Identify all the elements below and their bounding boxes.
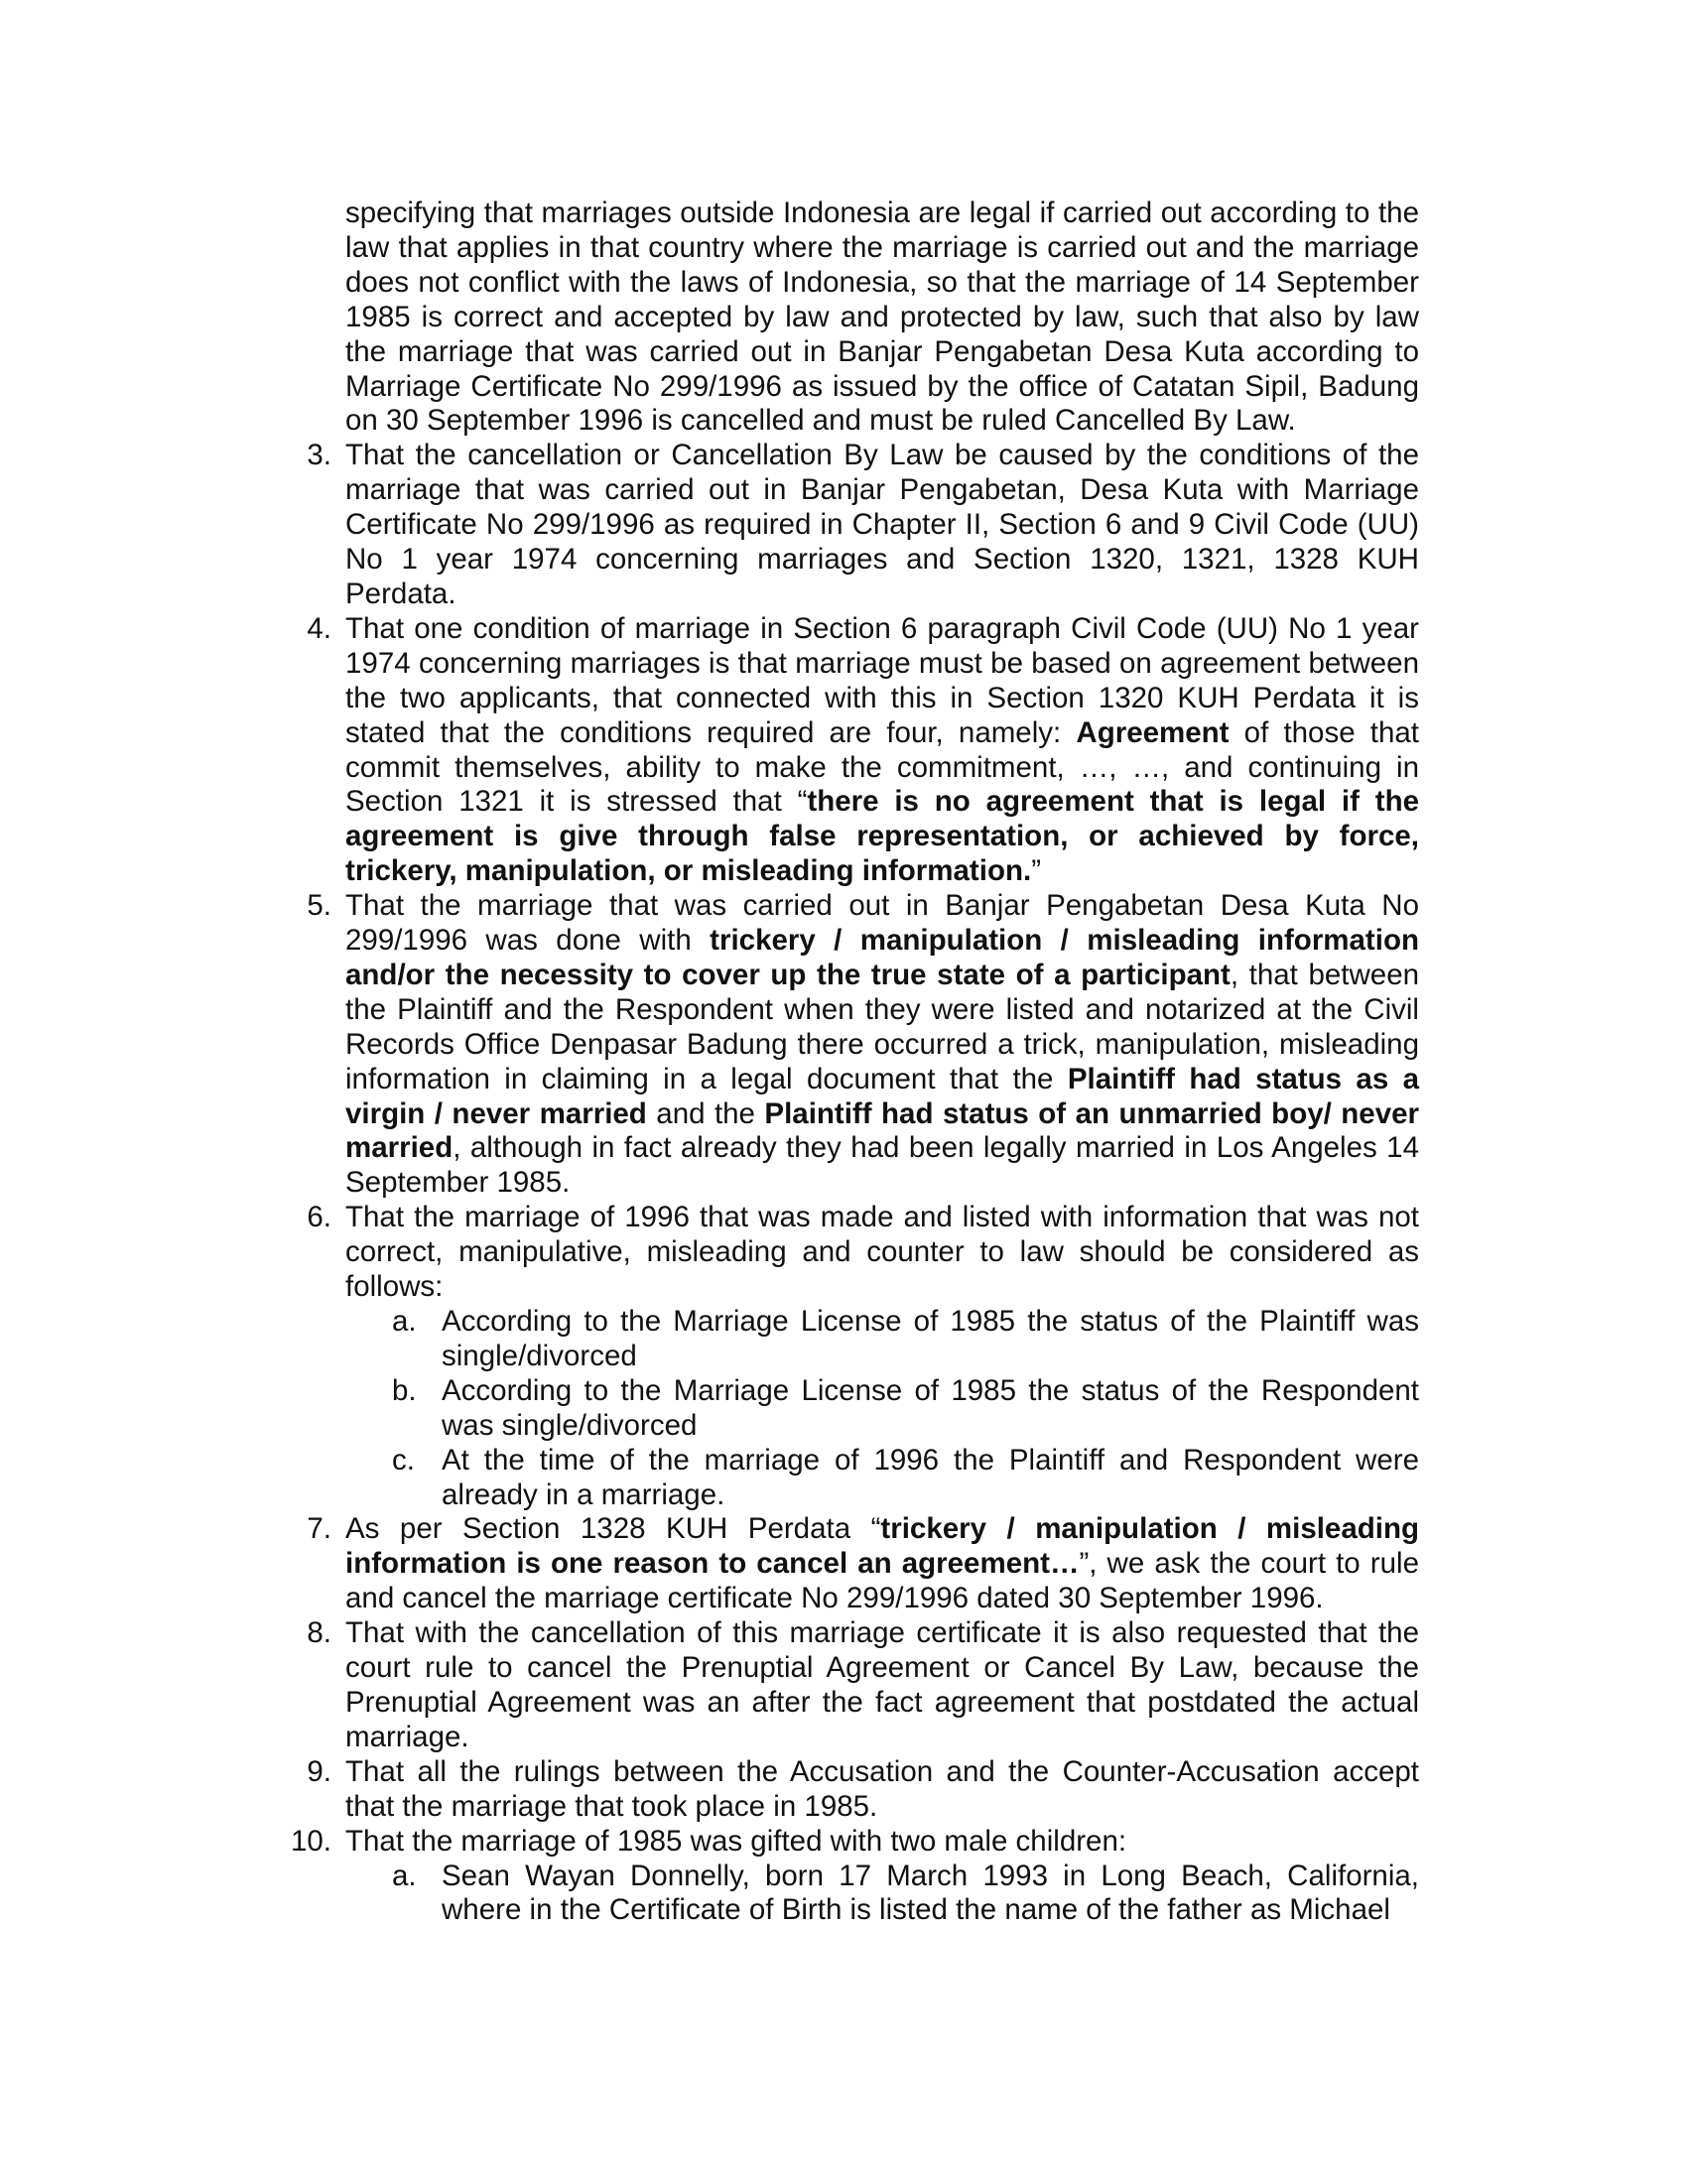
list-item-5 (298, 889, 1419, 1201)
item-text: That one condition of marriage in Section 6 paragraph Civil Code (UU) No 1 year 1974 concerning marriages is that marriage must be based on agreement between the two applicants, that connected with this in Section 1320 KUH Perdata it is stated that the conditions required are four, namely: (345, 611, 1419, 749)
item-bold-text: there is no agreement that is legal if the agreement is give through false representation, or achieved by force, trickery, manipulation, or misleading information. (345, 785, 1419, 888)
list-item-9 (298, 1755, 1419, 1825)
list-item-6 (298, 1201, 1419, 1305)
item-number: 7. (307, 1512, 331, 1546)
item-number: 8. (307, 1616, 331, 1650)
sub-item-text: Sean Wayan Donnelly, born 17 March 1993 in Long Beach, California, where in the Certificate of Birth is listed the name of the father as Michael (442, 1859, 1419, 1927)
sub-item-letter: b. (392, 1373, 417, 1407)
sub-item-letter: a. (392, 1859, 417, 1892)
item-text: That the marriage that was carried out in Banjar Pengabetan Desa Kuta No 299/1996 was done with (345, 889, 1419, 958)
document-body (290, 196, 1420, 1928)
item-text: That the cancellation or Cancellation By Law be caused by the conditions of the marriage that was carried out in Banjar Pengabetan, Desa Kuta with Marriage Certificate No 299/1996 as required in Chapter II, Section 6 and 9 Civil Code (UU) No 1 year 1974 concerning marriages and Section 1320, 1321, 1328 KUH Perdata. (345, 439, 1419, 610)
list-item-8 (298, 1616, 1419, 1755)
sub-item-10a (298, 1860, 1419, 1929)
item-bold-text: Plaintiff had status of an unmarried boy/ never married (345, 1096, 1419, 1165)
item-number: 4. (307, 611, 331, 645)
list-item-10 (290, 1824, 1419, 1860)
item-text: , that between the Plaintiff and the Respondent when they were listed and notarized at the Civil Records Office Denpasar Badung there occurred a trick, manipulation, misleading information in claiming in a legal document that the (345, 958, 1420, 1095)
sub-item-text: According to the Marriage License of 1985 the status of the Plaintiff was single/divorced (442, 1305, 1419, 1372)
sub-item-text: At the time of the marriage of 1996 the Plaintiff and Respondent were already in a marriage. (442, 1443, 1419, 1511)
item-text: As per Section 1328 KUH Perdata “ (345, 1512, 881, 1546)
item-number: 6. (307, 1201, 331, 1234)
sub-item-6b (298, 1374, 1419, 1444)
sub-item-letter: a. (392, 1305, 417, 1338)
item-bold-text: Plaintiff had status as a virgin / never married (345, 1062, 1419, 1130)
item-text: That with the cancellation of this marriage certificate it is also requested that the court rule to cancel the Prenuptial Agreement or Cancel By Law, because the Prenuptial Agreement was an after the fact agreement that postdated the actual marriage. (345, 1616, 1419, 1753)
item-text: That all the rulings between the Accusation and the Counter-Accusation accept that the marriage that took place in 1985. (345, 1754, 1419, 1823)
sub-item-letter: c. (392, 1443, 415, 1477)
list-item-7 (298, 1512, 1419, 1616)
item-text: and the (646, 1096, 765, 1130)
sub-item-6c (298, 1444, 1419, 1513)
list-item-3 (298, 439, 1419, 612)
item-text: That the marriage of 1985 was gifted with two male children: (345, 1824, 1127, 1858)
item-text: , although in fact already they had been legally married in Los Angeles 14 September 1985. (345, 1131, 1419, 1200)
item-text: of those that commit themselves, ability to make the commitment, …, …, and continuing in Section 1321 it is stressed that “ (345, 715, 1420, 819)
item-text: ” (1031, 854, 1042, 888)
sub-item-text: According to the Marriage License of 1985 the status of the Respondent was single/divorced (442, 1373, 1419, 1442)
intro-continuation: specifying that marriages outside Indonesia are legal if carried out according to the law that applies in that country where the marriage is carried out and the marriage does not conflict with the laws of Indonesia, so that the marriage of 14 September 1985 is correct and accepted by law and protected by law, such that also by law the marriage that was carried out in Banjar Pengabetan Desa Kuta according to Marriage Certificate No 299/1996 as issued by the office of Catatan Sipil, Badung on 30 September 1996 is cancelled and must be ruled Cancelled By Law. (345, 196, 1419, 438)
item-text: That the marriage of 1996 that was made and listed with information that was not correct, manipulative, misleading and counter to law should be considered as follows: (345, 1201, 1419, 1304)
item-bold-text: Agreement (1076, 715, 1230, 749)
item-number: 10. (290, 1824, 331, 1858)
item-text: ”, we ask the court to rule and cancel the marriage certificate No 299/1996 dated 30 September 1996. (345, 1547, 1419, 1615)
item-bold-text: trickery / manipulation / misleading information and/or the necessity to cover up the true state of a participant (345, 924, 1419, 991)
sub-item-6a (298, 1305, 1419, 1374)
item-number: 9. (307, 1754, 331, 1788)
list-item-4 (298, 612, 1419, 889)
item-bold-text: trickery / manipulation / misleading information is one reason to cancel an agreement… (345, 1512, 1419, 1581)
item-number: 3. (307, 439, 331, 472)
item-number: 5. (307, 889, 331, 923)
